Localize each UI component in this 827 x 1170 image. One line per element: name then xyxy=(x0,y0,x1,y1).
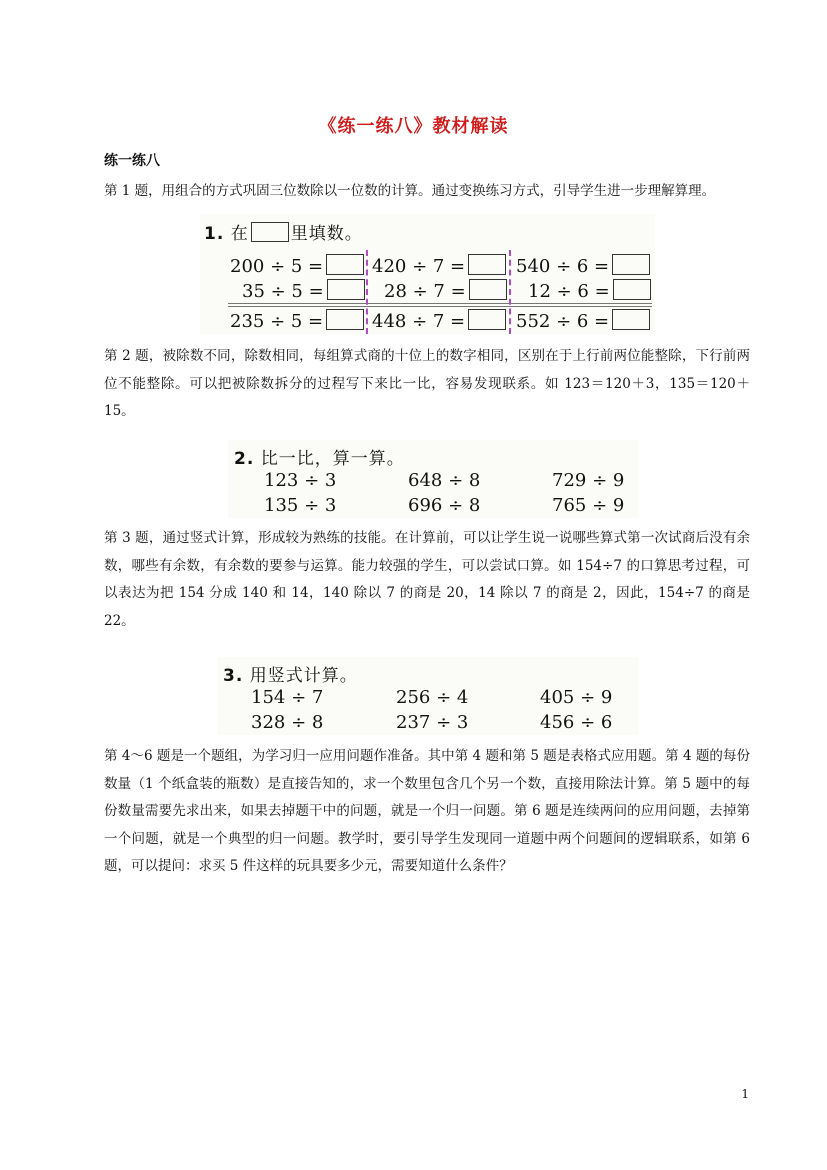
expression-r1-c3: 405 ÷ 9 xyxy=(540,687,613,708)
equation-r1-c3: 540 ÷ 6 = xyxy=(516,254,650,277)
equation-r2-c1: 35 ÷ 5 = xyxy=(242,279,365,302)
expression-r1-c1: 154 ÷ 7 xyxy=(251,687,324,708)
answer-box[interactable] xyxy=(326,254,364,275)
expression-r2-c3: 765 ÷ 9 xyxy=(552,495,625,516)
expression-r1-c3: 729 ÷ 9 xyxy=(552,470,625,491)
exercise-3-heading xyxy=(223,661,358,686)
exercise-1-number: 1. xyxy=(204,224,225,244)
column-divider xyxy=(366,250,368,334)
equation-r3-c1: 235 ÷ 5 = xyxy=(230,309,364,332)
exercise-3-heading-text: 用竖式计算。 xyxy=(249,666,358,686)
exercise-1-heading-a: 在 xyxy=(230,224,249,244)
expression-r2-c3: 456 ÷ 6 xyxy=(540,712,613,733)
answer-box[interactable] xyxy=(469,279,507,300)
equation-r3-c3: 552 ÷ 6 = xyxy=(516,309,650,332)
equation-r3-c2: 448 ÷ 7 = xyxy=(372,309,506,332)
exercise-3-number: 3. xyxy=(223,666,244,686)
expression-r1-c1: 123 ÷ 3 xyxy=(264,470,337,491)
equation-r2-c3: 12 ÷ 6 = xyxy=(528,279,651,302)
exercise-3-figure xyxy=(218,657,638,735)
expression-r2-c2: 237 ÷ 3 xyxy=(396,712,469,733)
exercise-2-number: 2. xyxy=(234,449,255,469)
paragraph-3: 第 3 题，通过竖式计算，形成较为熟练的技能。在计算前，可以让学生说一说哪些算式第一次试商后没有余数，哪些有余数，有余数的要参与运算。能力较强的学生，可以尝试口算。如 154÷7 的口算思考过程，可以表达为把 154 分成 140 和 14，140 除以 7 的商是 20，14 除以 7 的商是 2，因此，154÷7 的商是 22。 xyxy=(104,530,750,629)
equation-r1-c2: 420 ÷ 7 = xyxy=(372,254,506,277)
expression-r1-c2: 256 ÷ 4 xyxy=(396,687,469,708)
expression-r1-c2: 648 ÷ 8 xyxy=(408,470,481,491)
equation-r1-c1: 200 ÷ 5 = xyxy=(230,254,364,277)
answer-box[interactable] xyxy=(613,279,651,300)
paragraph-1: 第 1 题，用组合的方式巩固三位数除以一位数的计算。通过变换练习方式，引导学生进一步理解算理。 xyxy=(104,183,716,199)
answer-box[interactable] xyxy=(326,309,364,330)
blank-box-icon xyxy=(251,222,289,242)
exercise-1-heading-b: 里填数。 xyxy=(290,224,363,244)
expression-r2-c1: 328 ÷ 8 xyxy=(251,712,324,733)
sum-line xyxy=(228,306,652,307)
paragraph-2: 第 2 题，被除数不同，除数相同，每组算式商的十位上的数字相同，区别在于上行前两位能整除，下行前两位不能整除。可以把被除数拆分的过程写下来比一比，容易发现联系。如 123＝120＋3，135＝120＋15。 xyxy=(104,348,750,419)
exercise-2-heading-text: 比一比，算一算。 xyxy=(260,449,405,469)
answer-box[interactable] xyxy=(612,254,650,275)
answer-box[interactable] xyxy=(468,254,506,275)
page-number: 1 xyxy=(741,1087,749,1101)
section-heading: 练一练八 xyxy=(104,153,160,169)
exercise-1-figure xyxy=(200,214,655,334)
answer-box[interactable] xyxy=(612,309,650,330)
expression-r2-c2: 696 ÷ 8 xyxy=(408,495,481,516)
paragraph-4: 第 4～6 题是一个题组，为学习归一应用问题作准备。其中第 4 题和第 5 题是表格式应用题。第 4 题的每份数量（1 个纸盒装的瓶数）是直接告知的，求一个数里包含几个另一个数，直接用除法计算。第 5 题中的每份数量需要先求出来，如果去掉题干中的问题，就是一个归一问题。第 6 题是连续两问的应用问题，去掉第一个问题，就是一个典型的归一问题。教学时，要引导学生发现同一道题中两个问题间的逻辑联系，如第 6 题，可以提问：求买 5 件这样的玩具要多少元，需要知道什么条件？ xyxy=(104,748,750,874)
column-divider xyxy=(509,250,511,334)
exercise-2-heading xyxy=(234,444,405,469)
sum-line xyxy=(228,303,652,304)
answer-box[interactable] xyxy=(468,309,506,330)
answer-box[interactable] xyxy=(327,279,365,300)
exercise-2-figure xyxy=(228,440,638,518)
exercise-1-heading xyxy=(204,219,363,244)
document-title: 《练一练八》教材解读 xyxy=(318,116,509,137)
expression-r2-c1: 135 ÷ 3 xyxy=(264,495,337,516)
equation-r2-c2: 28 ÷ 7 = xyxy=(384,279,507,302)
